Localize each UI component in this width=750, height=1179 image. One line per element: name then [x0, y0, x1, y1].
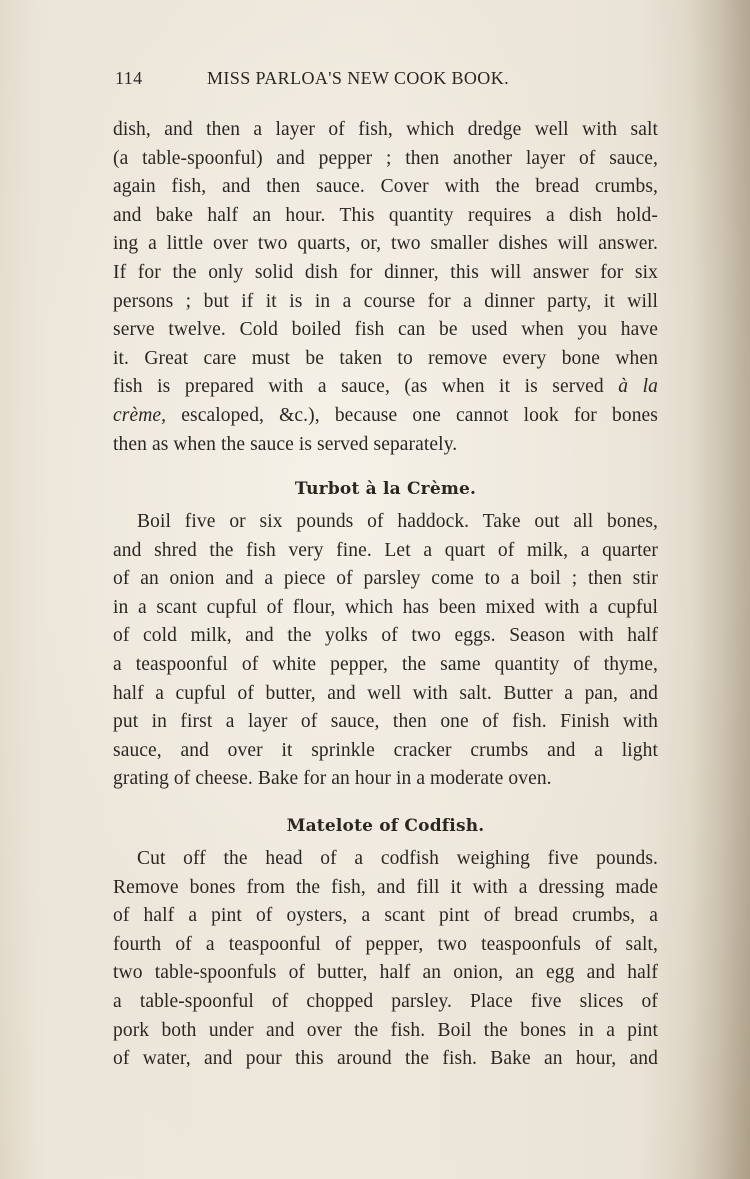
text-line: sauce, and over it sprinkle cracker crumbs and a light: [113, 739, 658, 761]
text-line: Remove bones from the fish, and fill it with a dressing made: [113, 876, 658, 898]
text-line: put in first a layer of sauce, then one of fish. Finish with: [113, 711, 658, 733]
text-line: it. Great care must be taken to remove every bone when: [113, 347, 658, 369]
text-line-with-italic: [113, 373, 658, 402]
text-line: (a table-spoonful) and pepper ; then another layer of sauce,: [113, 147, 658, 169]
text-line: Cut off the head of a codfish weighing five pounds.: [137, 848, 658, 869]
text-line: and bake half an hour. This quantity requires a dish hold-: [113, 204, 658, 226]
text-line: persons ; but if it is in a course for a dinner party, it will: [113, 290, 658, 312]
recipe-paragraph-matelote: [113, 845, 658, 1074]
text-line: dish, and then a layer of fish, which dredge well with salt: [113, 119, 658, 140]
text-line: serve twelve. Cold boiled fish can be used when you have: [113, 319, 658, 341]
text-line: grating of cheese. Bake for an hour in a moderate oven.: [113, 768, 552, 790]
text-segment: escaloped, &c.), because one cannot look for bones: [181, 404, 659, 426]
italic-phrase: à la: [618, 376, 658, 398]
text-line: of cold milk, and the yolks of two eggs. Season with half: [113, 625, 658, 647]
text-segment: fish is prepared with a sauce, (as when it is served: [113, 376, 604, 398]
text-line: of water, and pour this around the fish. Bake an hour, and: [113, 1048, 658, 1070]
text-line-with-italic: [113, 402, 658, 431]
text-line: ing a little over two quarts, or, two smaller dishes will answer.: [113, 233, 658, 255]
intro-paragraph: [113, 116, 658, 459]
book-title: MISS PARLOA'S NEW COOK BOOK.: [207, 68, 509, 88]
text-line: of an onion and a piece of parsley come to a boil ; then stir: [113, 568, 658, 590]
running-header: [115, 68, 560, 92]
text-line: then as when the sauce is served separately.: [113, 433, 458, 455]
text-line: fourth of a teaspoonful of pepper, two teaspoonfuls of salt,: [113, 933, 658, 955]
text-line: half a cupful of butter, and well with salt. Butter a pan, and: [113, 682, 658, 704]
text-line: and shred the fish very fine. Let a quart of milk, a quarter: [113, 539, 658, 561]
text-line: again fish, and then sauce. Cover with the bread crumbs,: [113, 176, 658, 198]
text-line: two table-spoonfuls of butter, half an onion, an egg and half: [113, 962, 658, 984]
text-line: a teaspoonful of white pepper, the same quantity of thyme,: [113, 653, 658, 675]
recipe-heading-turbot: Turbot à la Crème.: [294, 479, 477, 499]
page-number: 114: [115, 68, 143, 88]
text-line: Boil five or six pounds of haddock. Take out all bones,: [137, 511, 658, 532]
recipe-paragraph-turbot: [113, 508, 658, 794]
text-line: pork both under and over the fish. Boil the bones in a pint: [113, 1019, 658, 1041]
text-line: of half a pint of oysters, a scant pint of bread crumbs, a: [113, 905, 658, 927]
page-edge-shadow: [690, 0, 750, 1179]
text-line: in a scant cupful of flour, which has been mixed with a cupful: [113, 596, 658, 618]
italic-phrase: crème,: [113, 404, 167, 426]
text-line: If for the only solid dish for dinner, this will answer for six: [113, 261, 658, 283]
recipe-heading-matelote: Matelote of Codfish.: [286, 816, 485, 836]
text-line: a table-spoonful of chopped parsley. Place five slices of: [113, 990, 658, 1012]
